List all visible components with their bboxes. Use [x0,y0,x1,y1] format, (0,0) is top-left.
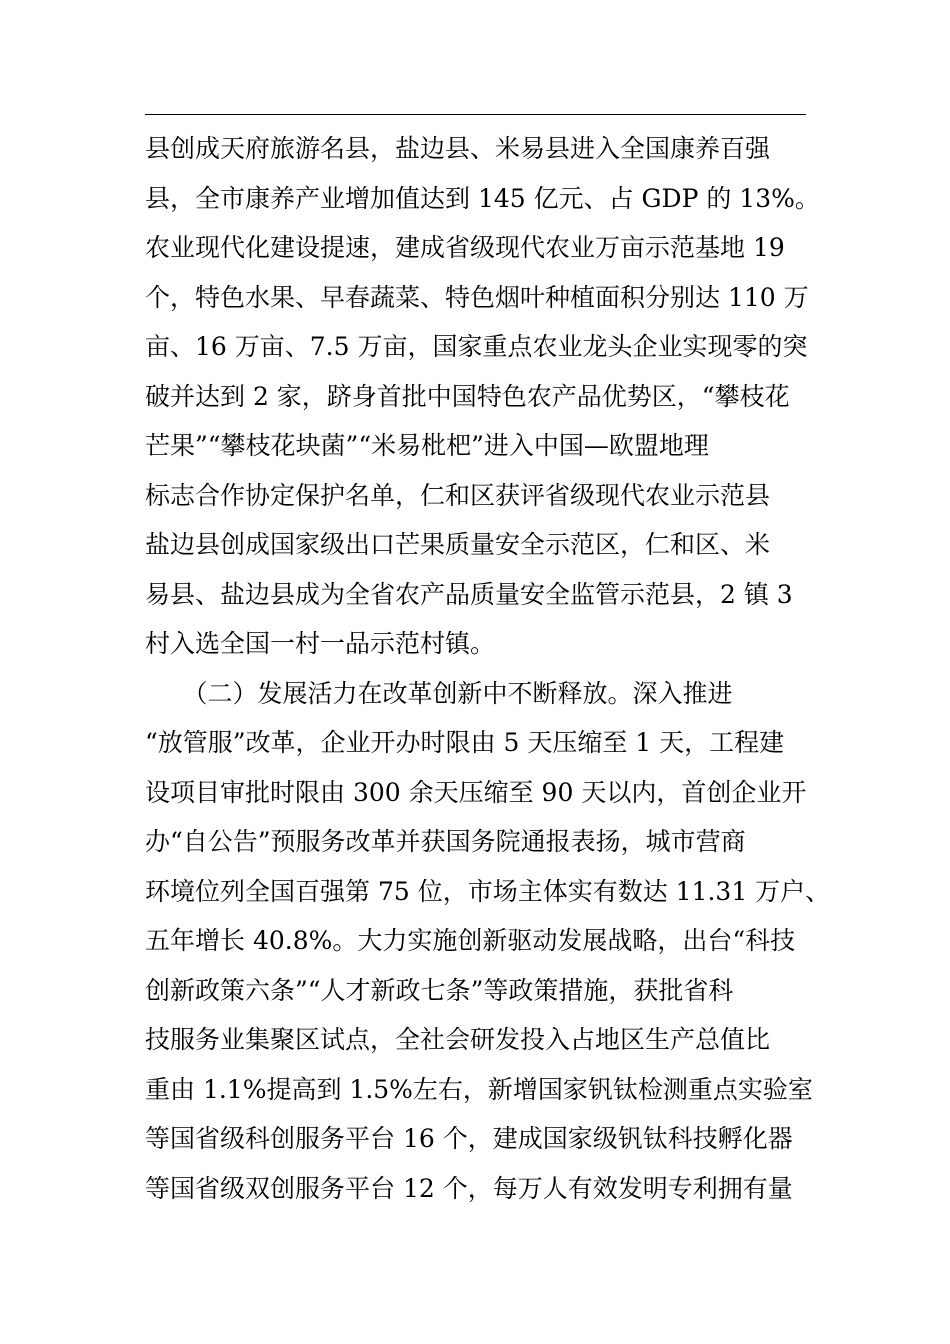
text-line: 创新政策六条”“人才新政七条”等政策措施，获批省科 [145,975,734,1005]
text-line: 破并达到 2 家，跻身首批中国特色农产品优势区，“攀枝花 [145,381,790,411]
text-line: 亩、16 万亩、7.5 万亩，国家重点农业龙头企业实现零的突 [145,332,808,361]
text-line: 办“自公告”预服务改革并获国务院通报表扬，城市营商 [145,827,746,856]
body-text [145,124,845,1213]
header-rule [145,114,806,115]
text-line: 重由 1.1%提高到 1.5%左右，新增国家钒钛检测重点实验室 [145,1074,813,1104]
text-line: “放管服”改革，企业开办时限由 5 天压缩至 1 天，工程建 [145,728,785,757]
text-line: 等国省级科创服务平台 16 个，建成国家级钒钛科技孵化器 [145,1124,793,1153]
text-line: 标志合作协定保护名单，仁和区获评省级现代农业示范县 [145,480,771,510]
text-line: 芒果”“攀枝花块菌”“米易枇杷”进入中国—欧盟地理 [145,431,709,460]
text-line: 农业现代化建设提速，建成省级现代农业万亩示范基地 19 [145,233,785,262]
text-line: 盐边县创成国家级出口芒果质量安全示范区，仁和区、米 [145,530,771,559]
paragraph-heading-line: （二）发展活力在改革创新中不断释放。深入推进 [145,678,733,708]
text-line: 县，全市康养产业增加值达到 145 亿元、占 GDP 的 13%。 [145,183,820,213]
text-line: 县创成天府旅游名县，盐边县、米易县进入全国康养百强 [145,134,771,163]
text-line: 五年增长 40.8%。大力实施创新驱动发展战略，出台“科技 [145,926,796,955]
text-line: 设项目审批时限由 300 余天压缩至 90 天以内，首创企业开 [145,777,807,807]
text-line: 个，特色水果、早春蔬菜、特色烟叶种植面积分别达 110 万 [145,282,809,312]
text-line: 村入选全国一村一品示范村镇。 [145,629,496,658]
text-line: 环境位列全国百强第 75 位，市场主体实有数达 11.31 万户、 [145,876,831,906]
text-line: 等国省级双创服务平台 12 个，每万人有效发明专利拥有量 [145,1173,793,1203]
text-line: 技服务业集聚区试点，全社会研发投入占地区生产总值比 [145,1025,771,1054]
text-line: 易县、盐边县成为全省农产品质量安全监管示范县，2 镇 3 [145,579,793,609]
